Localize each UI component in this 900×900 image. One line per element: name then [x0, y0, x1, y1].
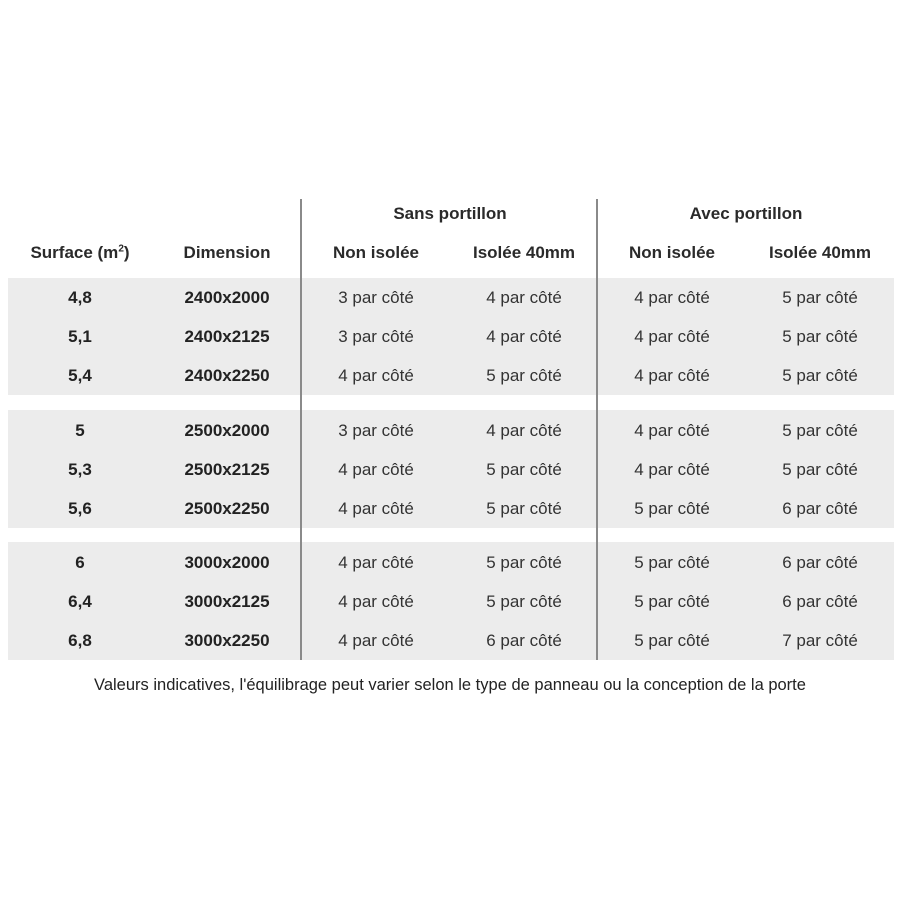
cell-surface: 6: [75, 553, 85, 572]
cell-sans-non-isolee: 3 par côté: [338, 421, 414, 440]
cell-sans-non-isolee: 4 par côté: [338, 553, 414, 572]
cell-surface: 5,4: [68, 366, 92, 385]
cell-avec-non-isolee: 4 par côté: [634, 460, 710, 479]
column-header-sans-non-isolee: Non isolée: [333, 243, 419, 262]
table-row: [0, 278, 900, 317]
cell-avec-isolee: 6 par côté: [782, 499, 858, 518]
cell-sans-isolee: 5 par côté: [486, 592, 562, 611]
table-row: [0, 543, 900, 582]
cell-sans-non-isolee: 4 par côté: [338, 592, 414, 611]
cell-avec-non-isolee: 4 par côté: [634, 327, 710, 346]
cell-sans-isolee: 5 par côté: [486, 499, 562, 518]
cell-avec-isolee: 5 par côté: [782, 460, 858, 479]
table-row: [0, 621, 900, 660]
column-header-sans-isolee-40mm: Isolée 40mm: [472, 243, 576, 262]
cell-surface: 4,8: [68, 288, 92, 307]
column-header-dimension: Dimension: [183, 243, 271, 262]
cell-sans-non-isolee: 4 par côté: [338, 631, 414, 650]
cell-sans-non-isolee: 4 par côté: [338, 499, 414, 518]
cell-surface: 6,8: [68, 631, 92, 650]
column-header-avec-non-isolee: Non isolée: [629, 243, 715, 262]
cell-sans-isolee: 4 par côté: [486, 421, 562, 440]
cell-sans-isolee: 4 par côté: [486, 327, 562, 346]
cell-dimension: 3000x2250: [184, 631, 270, 650]
group-title-sans-portillon: Sans portillon: [393, 204, 507, 223]
cell-avec-isolee: 5 par côté: [782, 421, 858, 440]
table-row: [0, 317, 900, 356]
table-row: [0, 356, 900, 395]
cell-sans-isolee: 5 par côté: [486, 460, 562, 479]
table-row: [0, 450, 900, 489]
cell-avec-isolee: 6 par côté: [782, 553, 858, 572]
column-header-avec-isolee-40mm: Isolée 40mm: [768, 243, 872, 262]
cell-avec-non-isolee: 5 par côté: [634, 592, 710, 611]
table-row: [0, 582, 900, 621]
cell-surface: 5,1: [68, 327, 92, 346]
cell-avec-non-isolee: 5 par côté: [634, 499, 710, 518]
cell-dimension: 2500x2250: [184, 499, 270, 518]
cell-dimension: 2500x2000: [184, 421, 270, 440]
cell-sans-non-isolee: 4 par côté: [338, 460, 414, 479]
cell-avec-non-isolee: 4 par côté: [634, 366, 710, 385]
cell-avec-isolee: 5 par côté: [782, 327, 858, 346]
cell-surface: 6,4: [68, 592, 92, 611]
cell-avec-isolee: 5 par côté: [782, 288, 858, 307]
cell-sans-non-isolee: 3 par côté: [338, 327, 414, 346]
column-header-surface: Surface $(m^2)$: [30, 243, 130, 262]
cell-avec-isolee: 7 par côté: [782, 631, 858, 650]
cell-dimension: 2400x2250: [184, 366, 270, 385]
cell-avec-non-isolee: 4 par côté: [634, 288, 710, 307]
cell-sans-isolee: 6 par côté: [486, 631, 562, 650]
table-row: [0, 489, 900, 528]
cell-avec-non-isolee: 5 par côté: [634, 631, 710, 650]
cell-sans-isolee: 4 par côté: [486, 288, 562, 307]
cell-dimension: 3000x2125: [184, 592, 270, 611]
cell-avec-non-isolee: 4 par côté: [634, 421, 710, 440]
cell-surface: 5,6: [68, 499, 92, 518]
cell-surface: 5: [75, 421, 85, 440]
cell-dimension: 3000x2000: [184, 553, 270, 572]
cell-sans-non-isolee: 4 par côté: [338, 366, 414, 385]
table-row: [0, 411, 900, 450]
cell-sans-non-isolee: 3 par côté: [338, 288, 414, 307]
footnote: Valeurs indicatives, l'équilibrage peut varier selon le type de panneau ou la conception de la porte: [94, 676, 806, 694]
table-header: [0, 196, 900, 276]
cell-dimension: 2400x2125: [184, 327, 270, 346]
cell-surface: 5,3: [68, 460, 92, 479]
cell-avec-isolee: 5 par côté: [782, 366, 858, 385]
cell-dimension: 2500x2125: [184, 460, 270, 479]
cell-avec-isolee: 6 par côté: [782, 592, 858, 611]
cell-avec-non-isolee: 5 par côté: [634, 553, 710, 572]
cell-sans-isolee: 5 par côté: [486, 366, 562, 385]
cell-sans-isolee: 5 par côté: [486, 553, 562, 572]
group-title-avec-portillon: Avec portillon: [689, 204, 803, 223]
cell-dimension: 2400x2000: [184, 288, 270, 307]
